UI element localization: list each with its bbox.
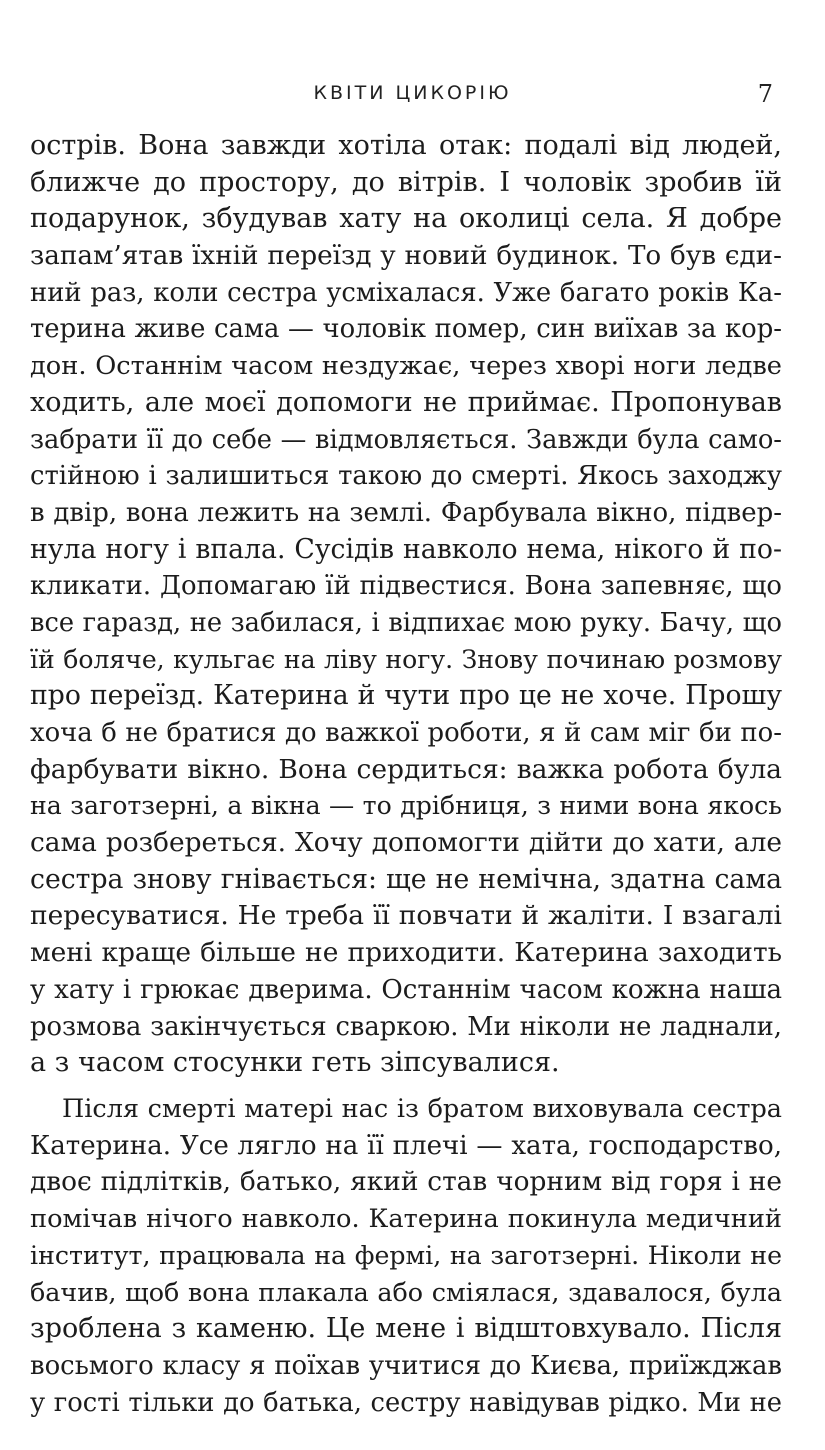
- text-line: все гаразд, не забилася, і відпихає мою руку. Бачу, що: [30, 607, 782, 638]
- text-line: інститут, працювала на фермі, на заготзерні. Ніколи не: [30, 1240, 782, 1270]
- text-line: Катерина. Усе лягло на її плечі — хата, господарство,: [30, 1130, 782, 1161]
- text-line: кликати. Допомагаю їй підвестися. Вона запевняє, що: [30, 571, 782, 602]
- text-line: нула ногу і впала. Сусідів навколо нема, нікого й по-: [30, 533, 782, 565]
- text-line: у хату і грюкає дверима. Останнім часом кожна наша: [30, 974, 782, 1005]
- text-line: їй боляче, кульгає на ліву ногу. Знову починаю розмову: [30, 644, 782, 674]
- text-line: мені краще більше не приходити. Катерина заходить: [30, 937, 782, 969]
- text-line: запам’ятав їхній переїзд у новий будинок. То був єди-: [30, 241, 782, 272]
- text-line: про переїзд. Катерина й чути про це не хоче. Прошу: [30, 680, 782, 712]
- text-line: подарунок, збудував хату на околиці села. Я добре: [30, 203, 782, 235]
- text-line: а з часом стосунки геть зіпсувалися.: [30, 1047, 560, 1079]
- text-line: восьмого класу я поїхав учитися до Києва, приїжджав: [30, 1350, 782, 1381]
- text-line: бачив, щоб вона плакала або сміялася, здавалося, була: [30, 1277, 782, 1308]
- text-line: острів. Вона завжди хотіла отак: подалі від людей,: [30, 130, 782, 161]
- text-line: Після смерті матері нас із братом виховувала сестра: [62, 1094, 782, 1124]
- text-line: ближче до простору, до вітрів. І чоловік зробив їй: [30, 166, 782, 198]
- text-line: терина живе сама — чоловік помер, син виїхав за кор-: [30, 314, 782, 345]
- text-line: зроблена з каменю. Це мене і відштовхувало. Після: [30, 1313, 782, 1345]
- page-number: 7: [757, 80, 773, 108]
- text-line: пересуватися. Не треба її повчати й жаліти. І взагалі: [30, 900, 782, 932]
- text-line: розмова закінчується сваркою. Ми ніколи не ладнали,: [30, 1011, 782, 1042]
- text-line: в двір, вона лежить на землі. Фарбувала вікно, підвер-: [30, 497, 782, 528]
- text-line: дон. Останнім часом нездужає, через хворі ноги ледве: [30, 351, 782, 382]
- running-head: [0, 80, 825, 110]
- text-line: хоча б не братися до важкої роботи, я й сам міг би по-: [30, 718, 782, 748]
- text-line: сама розбереться. Хочу допомогти дійти до хати, але: [30, 827, 782, 859]
- text-line: помічав нічого навколо. Катерина покинула медичний: [30, 1204, 782, 1235]
- text-line: у гості тільки до батька, сестру навідував рідко. Ми не: [30, 1387, 782, 1418]
- text-line: стійною і залишиться такою до смерті. Якось заходжу: [30, 461, 782, 492]
- text-line: ний раз, коли сестра усміхалася. Уже багато років Ка-: [30, 277, 782, 308]
- text-line: забрати її до себе — відмовляється. Завжди була само-: [30, 424, 782, 455]
- text-line: сестра знову гнівається: ще не немічна, здатна сама: [30, 863, 782, 895]
- text-line: ходить, але моєї допомоги не приймає. Пропонував: [30, 386, 782, 418]
- text-line: на заготзерні, а вікна — то дрібниця, з ними вона якось: [30, 791, 782, 821]
- paragraph-2: [30, 1091, 782, 1421]
- paragraph-1: [30, 128, 782, 1082]
- text-line: двоє підлітків, батько, який став чорним від горя і не: [30, 1166, 782, 1198]
- running-title: КВІТИ ЦИКОРІЮ: [313, 82, 512, 104]
- text-line: фарбувати вікно. Вона сердиться: важка робота була: [30, 753, 782, 785]
